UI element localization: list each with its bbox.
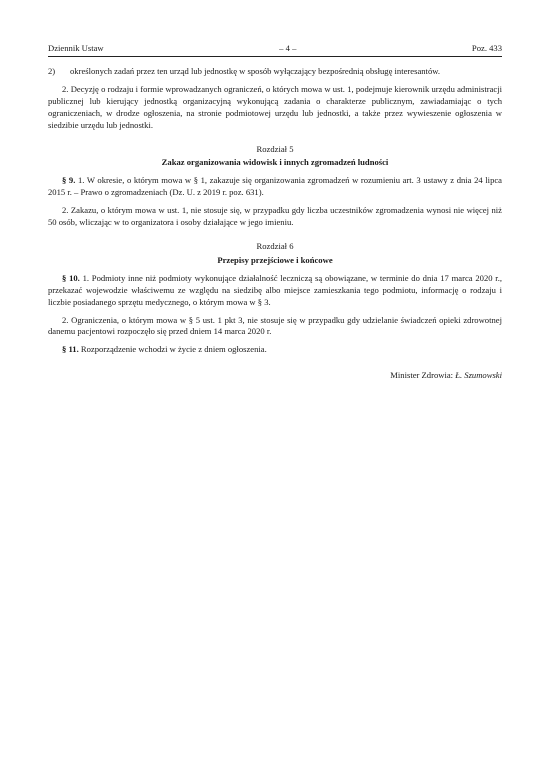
section-11-text: Rozporządzenie wchodzi w życie z dniem ogłoszenia.: [80, 344, 267, 355]
section-9-paragraph-2: 2. Zakazu, o którym mowa w ust. 1, nie stosuje się, w przypadku gdy liczba uczestników zgromadzenia wynosi nie więcej niż 50 osób, wliczając w to organizatora i osoby działające w jego imieniu.: [48, 205, 502, 228]
chapter-5-title: Zakaz organizowania widowisk i innych zgromadzeń ludności: [161, 157, 389, 168]
section-9-label: § 9.: [62, 175, 76, 186]
section-10-text: 1. Podmioty inne niż podmioty wykonujące działalność leczniczą są obowiązane, w terminie do dnia 17 marca 2020 r., przekazać wojewodzie właściwemu ze względu na siedzibę albo miejsce zamieszkania tego podmiotu, informację o rodzaju i liczbie posiadanego sprzętu medycznego, o którym mowa w § 3.: [48, 272, 502, 307]
position-number: Poz. 433: [471, 43, 502, 53]
chapter-5-label: Rozdział 5: [256, 143, 294, 154]
section-9-text: 1. W okresie, o którym mowa w § 1, zakazuje się organizowania zgromadzeń w rozumieniu art. 3 ustawy z dnia 24 lipca 2015 r. – Prawo o zgromadzeniach (Dz. U. z 2019 r. poz. 631).: [48, 175, 502, 198]
section-10-paragraph-2: 2. Ograniczenia, o którym mowa w § 5 ust. 1 pkt 3, nie stosuje się w przypadku gdy udzielanie świadczeń opieki zdrowotnej danemu pacjentowi rozpoczęło się przed dniem 14 marca 2020 r.: [48, 314, 502, 337]
section-10: [48, 273, 502, 309]
section-11-label: § 11.: [62, 344, 79, 355]
page-number: – 4 –: [279, 43, 297, 53]
list-item: [48, 66, 502, 78]
signature-name: Ł. Szumowski: [455, 370, 502, 381]
chapter-6-title: Przepisy przejściowe i końcowe: [217, 254, 333, 265]
list-item-number: 2): [48, 66, 56, 76]
section-9: [48, 175, 502, 199]
signature-block: [48, 370, 502, 382]
document-body: [48, 66, 502, 388]
signature-role: Minister Zdrowia:: [390, 370, 456, 381]
section-10-label: § 10.: [62, 272, 80, 283]
header-rule: [48, 56, 502, 57]
paragraph-2: 2. Decyzję o rodzaju i formie wprowadzanych ograniczeń, o których mowa w ust. 1, podejmuje kierownik urzędu administracji publicznej lub kierujący jednostką organizacyjną wykonującą zadania o charakterze publicznym, zawiadamiając o tych ograniczeniach, w drodze ogłoszenia, na stronie podmiotowej urzędu lub jednostki, a także przez wywieszenie ogłoszenia w siedzibie urzędu lub jednostki.: [48, 83, 502, 130]
section-11: [48, 344, 502, 356]
chapter-6-label: Rozdział 6: [256, 240, 294, 251]
journal-name: Dziennik Ustaw: [48, 43, 104, 53]
list-item-text: określonych zadań przez ten urząd lub jednostkę w sposób wyłączający bezpośrednią obsługę interesantów.: [70, 66, 441, 76]
page-header: [48, 43, 502, 53]
